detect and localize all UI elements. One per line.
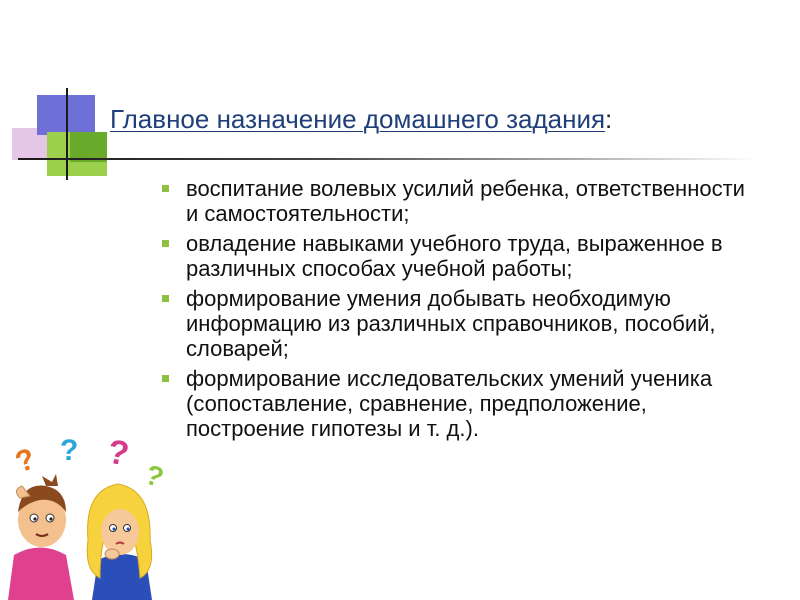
girl-figure (87, 484, 152, 600)
bullet-square-icon (162, 375, 169, 382)
bullet-square-icon (162, 185, 169, 192)
bullet-item (162, 286, 762, 361)
boy-figure (8, 474, 74, 600)
bullet-item (162, 231, 762, 281)
slide-title-colon: : (605, 104, 613, 134)
bullet-text: формирование умения добывать необходимую информацию из различных справочников, пособий, словарей; (186, 286, 716, 361)
question-mark-icon: ? (141, 458, 168, 494)
bullet-text: формирование исследовательских умений ученика (сопоставление, сравнение, предположение, построение гипотезы и т. д.). (186, 366, 713, 441)
decorative-vertical-line (66, 88, 68, 180)
bullet-list (162, 176, 762, 446)
title-divider-line (18, 158, 758, 160)
bullet-square-icon (162, 240, 169, 247)
bullet-text: овладение навыками учебного труда, выраженное в различных способах учебной работы; (186, 231, 723, 281)
question-mark-icon: ? (11, 442, 40, 480)
bullet-text: воспитание волевых усилий ребенка, ответственности и самостоятельности; (186, 176, 745, 226)
question-mark-icon: ? (60, 434, 79, 467)
bullet-square-icon (162, 295, 169, 302)
bullet-item (162, 366, 762, 441)
slide-title-text: Главное назначение домашнего задания (110, 104, 606, 134)
bullet-item (162, 176, 762, 226)
slide-title (110, 104, 612, 135)
confused-kids-clipart (0, 420, 185, 600)
question-mark-icon: ? (104, 432, 132, 474)
